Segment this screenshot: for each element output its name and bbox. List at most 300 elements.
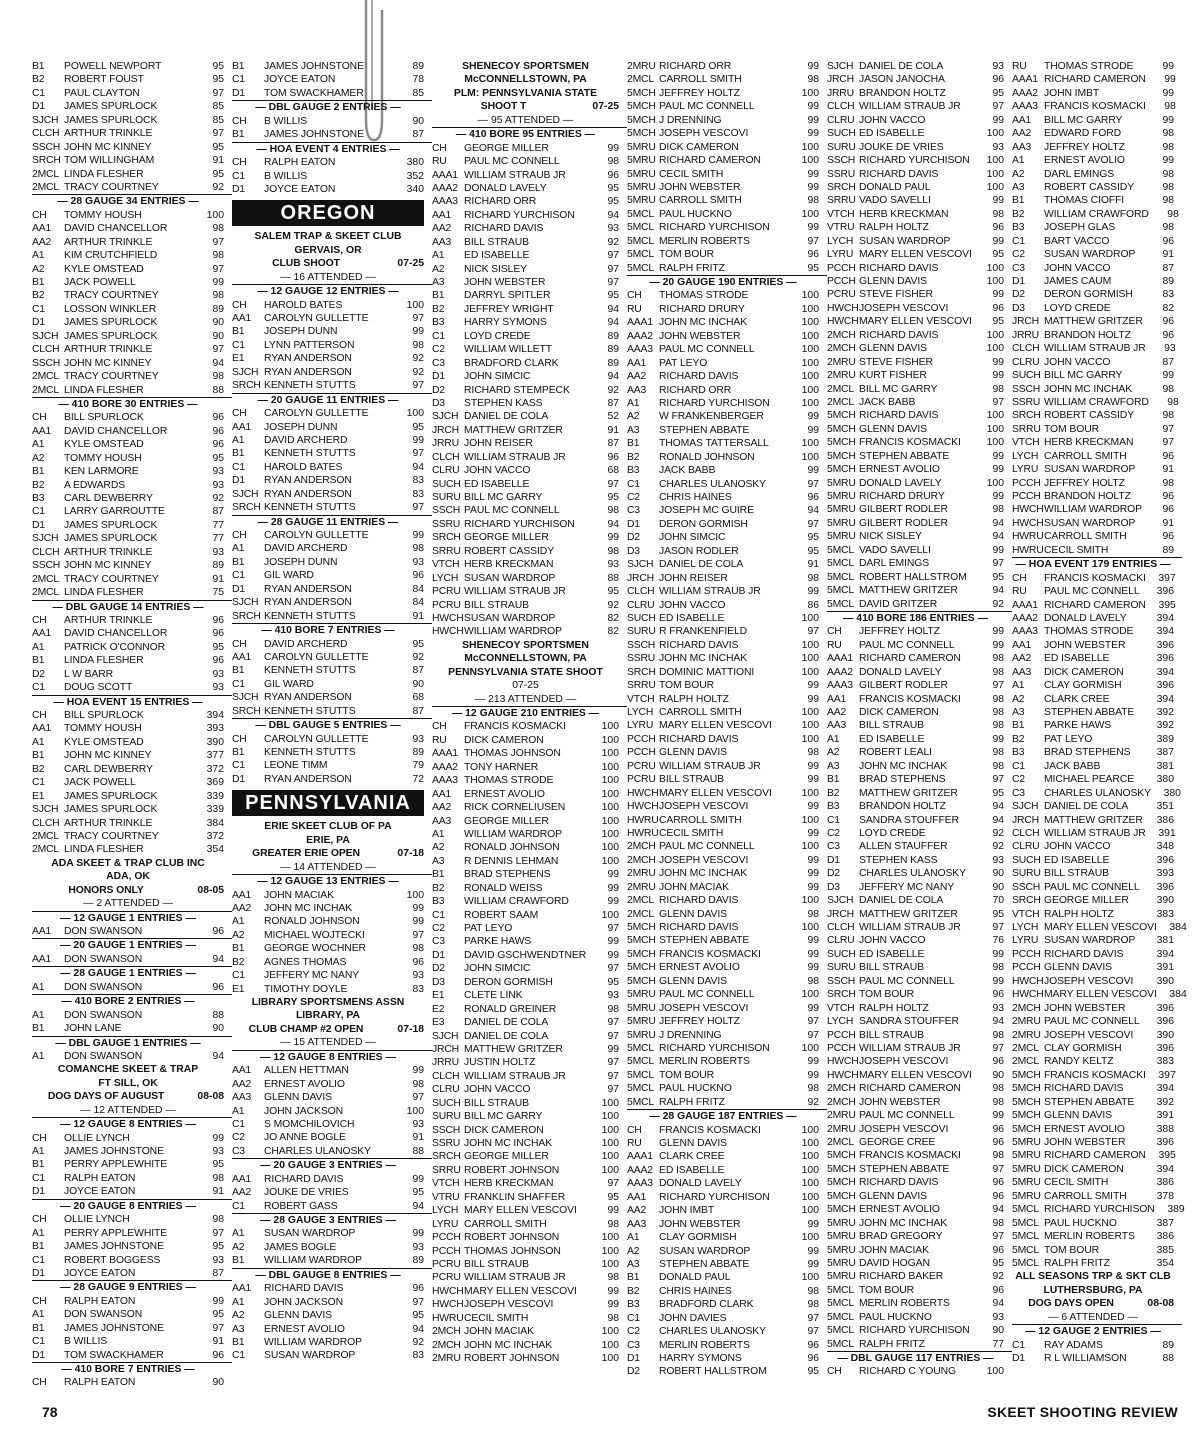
- result-row: [32, 925, 232, 938]
- shooter-name: JOHN WEBSTER: [659, 181, 741, 193]
- class-code: CH: [432, 721, 447, 733]
- shooter-name: FRANCIS KOSMACKI: [464, 721, 566, 733]
- event-heading: — 12 GAUGE 8 ENTRIES —: [232, 1050, 432, 1064]
- score: 95: [807, 262, 819, 274]
- shooter-name: BILL STRAUB: [464, 1097, 529, 1109]
- shooter-name: KENNETH STUTTS: [264, 705, 356, 717]
- result-row: [827, 517, 1012, 530]
- score: 91: [212, 1186, 224, 1198]
- event-heading: — DBL GAUGE 8 ENTRIES —: [232, 1268, 432, 1282]
- score: 98: [807, 195, 819, 207]
- class-code: 5MCL: [827, 1298, 854, 1310]
- shooter-name: JOHN MC INCHAK: [859, 1217, 948, 1229]
- shooter-name: CHARLES ULANOSKY: [264, 1145, 371, 1157]
- class-code: HWCH: [432, 1285, 464, 1297]
- class-code: B2: [32, 479, 45, 491]
- score: 97: [607, 1057, 619, 1069]
- score: 100: [601, 855, 619, 867]
- shooter-name: CARROLL SMITH: [659, 707, 742, 718]
- class-code: C1: [232, 1118, 245, 1130]
- class-code: SRRU: [432, 1164, 461, 1176]
- result-row: [32, 357, 232, 370]
- shooter-name: RICHARD DAVIS: [859, 1177, 939, 1189]
- shooter-name: SUSAN WARDROP: [264, 1228, 356, 1240]
- attendance-line: — 2 ATTENDED —: [83, 898, 173, 910]
- score: 98: [607, 1003, 619, 1015]
- class-code: 5MRU: [627, 181, 656, 193]
- score: 90: [212, 317, 224, 329]
- score: 100: [801, 787, 819, 799]
- result-row: [232, 651, 432, 664]
- result-row: [32, 681, 232, 694]
- class-code: 5MRU: [827, 517, 856, 529]
- score: 89: [1162, 1339, 1174, 1351]
- class-code: SRCH: [827, 989, 856, 1001]
- score: 93: [992, 1311, 1004, 1323]
- shoot-title: DOG DAYS OPEN: [1028, 1298, 1114, 1310]
- shooter-name: WILLIAM WARDROP: [264, 1255, 362, 1267]
- class-code: 2MCH: [827, 329, 856, 341]
- class-code: LYCH: [1012, 922, 1039, 933]
- shooter-name: STEPHEN KASS: [464, 397, 543, 409]
- score: 96: [992, 74, 1004, 86]
- class-code: 2MRU: [627, 881, 656, 893]
- score: 387: [1156, 1217, 1174, 1229]
- shooter-name: JOYCE EATON: [264, 183, 336, 195]
- score: 98: [807, 747, 819, 759]
- shooter-name: JOSEPH VESCOVI: [859, 302, 949, 314]
- score: 91: [412, 1132, 424, 1144]
- class-code: 5MCL: [627, 208, 654, 220]
- score: 91: [607, 424, 619, 436]
- shooter-name: PAUL MC CONNELL: [859, 1110, 955, 1122]
- score: 95: [212, 641, 224, 653]
- class-code: LYCH: [1012, 450, 1039, 462]
- shooter-name: RYAN ANDERSON: [264, 366, 352, 378]
- result-row: [1012, 814, 1182, 827]
- class-code: 5MCL: [827, 558, 854, 570]
- result-row: [432, 343, 627, 356]
- score: 89: [412, 1255, 424, 1267]
- shooter-name: DANIEL DE COLA: [1044, 801, 1129, 813]
- event-heading: — 28 GAUGE 34 ENTRIES —: [32, 194, 232, 208]
- shooter-name: JOHN JACKSON: [264, 1105, 344, 1117]
- class-code: 5MRU: [827, 531, 856, 543]
- class-code: CLRU: [1012, 356, 1040, 368]
- shooter-name: LOYD CREDE: [1044, 302, 1111, 314]
- shooter-name: THOMAS JOHNSON: [464, 1245, 561, 1257]
- result-row: [232, 915, 432, 928]
- result-row: [1012, 719, 1182, 732]
- result-row: [232, 73, 432, 86]
- shooter-name: DARL EMINGS: [859, 558, 930, 570]
- result-row: [32, 830, 232, 843]
- shooter-name: RYAN ANDERSON: [264, 488, 352, 500]
- score: 96: [212, 412, 224, 424]
- score: 383: [1156, 1056, 1174, 1068]
- shooter-name: FRANCIS KOSMACKI: [659, 948, 761, 960]
- class-code: 5MCH: [1012, 1069, 1041, 1081]
- shooter-name: ARTHUR TRINKLE: [64, 236, 153, 248]
- result-row: [827, 114, 1012, 127]
- class-code: C2: [627, 492, 640, 503]
- result-row: [1012, 585, 1182, 598]
- result-row: [432, 142, 627, 155]
- class-code: A2: [432, 842, 445, 854]
- result-row: [1012, 127, 1182, 140]
- shooter-name: ROBERT LEALI: [859, 747, 932, 759]
- score: 97: [807, 235, 819, 247]
- shooter-name: ROBERT BOGGESS: [64, 1254, 161, 1266]
- class-code: B1: [32, 466, 45, 478]
- shooter-name: JOHN REISER: [659, 572, 728, 584]
- result-row: [827, 1015, 1012, 1028]
- result-row: [1012, 396, 1182, 409]
- score: 94: [607, 371, 619, 383]
- result-row: [627, 464, 827, 477]
- shooter-name: TRACY COURTNEY: [64, 830, 159, 842]
- result-row: [627, 1191, 827, 1204]
- shooter-name: POWELL NEWPORT: [64, 61, 162, 72]
- shooter-name: JOSEPH GLAS: [1044, 222, 1116, 234]
- result-row: [1012, 356, 1182, 369]
- score: 96: [992, 1123, 1004, 1135]
- class-code: B1: [232, 61, 245, 72]
- score: 91: [1162, 249, 1174, 261]
- result-row: [432, 1218, 627, 1231]
- class-code: 5MRU: [827, 1244, 856, 1256]
- result-row: [827, 1069, 1012, 1082]
- class-code: C2: [827, 827, 840, 839]
- shooter-name: RALPH FRITZ: [1044, 1257, 1110, 1269]
- score: 97: [412, 380, 424, 392]
- score: 99: [412, 326, 424, 338]
- club-heading: GERVAIS, OR: [294, 244, 362, 256]
- score: 95: [992, 787, 1004, 799]
- result-row: [32, 776, 232, 789]
- class-code: AA1: [232, 421, 252, 433]
- shooter-name: JACK BABB: [859, 396, 916, 408]
- class-code: B3: [1012, 747, 1025, 759]
- class-code: A1: [232, 1105, 245, 1117]
- shooter-name: JASON JANOCHA: [859, 74, 945, 86]
- result-row: [627, 1096, 827, 1109]
- score: 96: [212, 1349, 224, 1361]
- class-code: AA1: [432, 788, 452, 800]
- class-code: CH: [432, 142, 447, 154]
- class-code: B3: [1012, 222, 1025, 234]
- shoot-title-row: [432, 100, 627, 113]
- shooter-name: GLENN DAVIS: [859, 1190, 927, 1202]
- score: 339: [206, 790, 224, 802]
- class-code: 2MCL: [627, 908, 654, 920]
- result-row: [627, 1271, 827, 1284]
- score: 98: [212, 223, 224, 235]
- result-row: [827, 1002, 1012, 1015]
- shooter-name: BART VACCO: [1044, 235, 1110, 247]
- shooter-name: JOHN MC INCHAK: [464, 1339, 553, 1351]
- score: 100: [601, 748, 619, 760]
- class-code: PCRU: [627, 760, 656, 772]
- result-row: [627, 73, 827, 86]
- shooter-name: STEPHEN ABBATE: [659, 1258, 750, 1270]
- class-code: 5MCL: [627, 249, 654, 261]
- event-heading: — 410 BORE 2 ENTRIES —: [32, 994, 232, 1008]
- score: 391: [1156, 962, 1174, 974]
- result-row: [627, 894, 827, 907]
- score: 99: [1162, 370, 1174, 382]
- score: 397: [1158, 1069, 1176, 1081]
- shooter-name: JAMES SPURLOCK: [64, 804, 158, 816]
- shooter-name: MATTHEW GRITZER: [859, 787, 958, 799]
- shooter-name: CAROLYN GULLETTE: [264, 651, 369, 663]
- class-code: A1: [32, 736, 45, 748]
- score: 98: [807, 908, 819, 920]
- shooter-name: RICHARD YURCHISON: [464, 209, 575, 221]
- result-row: [627, 1339, 827, 1352]
- result-row: [432, 868, 627, 881]
- class-code: PCCH: [1012, 962, 1041, 974]
- class-code: CH: [232, 733, 247, 745]
- shooter-name: LOYD CREDE: [859, 827, 926, 839]
- class-code: 5MRU: [827, 1231, 856, 1243]
- result-row: [432, 1083, 627, 1096]
- shooter-name: LINDA FLESHER: [64, 168, 144, 180]
- result-row: [627, 141, 827, 154]
- shooter-name: FRANCIS KOSMACKI: [1044, 572, 1146, 584]
- shooter-name: CHRIS HAINES: [659, 1285, 732, 1297]
- result-row: [627, 881, 827, 894]
- shooter-name: PAUL HUCKNO: [659, 208, 732, 220]
- result-row: [232, 678, 432, 691]
- shooter-name: MICHAEL WOJTECKI: [264, 929, 365, 941]
- shooter-name: RYAN ANDERSON: [264, 583, 352, 595]
- result-row: [432, 1231, 627, 1244]
- score: 90: [212, 330, 224, 342]
- class-code: 5MRU: [627, 195, 656, 207]
- shooter-name: RICHARD DAVIS: [264, 1283, 344, 1295]
- result-row: [1012, 706, 1182, 719]
- score: 82: [1162, 302, 1174, 314]
- shooter-name: KURT FISHER: [859, 370, 927, 382]
- result-row: [432, 397, 627, 410]
- score: 100: [801, 371, 819, 383]
- result-row: [432, 1352, 627, 1365]
- result-row: [432, 720, 627, 733]
- shooter-name: SUSAN WARDROP: [1044, 517, 1136, 529]
- score: 99: [412, 902, 424, 914]
- shooter-name: GEORGE CREE: [859, 1137, 936, 1148]
- class-code: A1: [232, 916, 245, 928]
- result-row: [432, 761, 627, 774]
- score: 97: [607, 963, 619, 975]
- shoot-title: CLUB SHOOT: [272, 258, 340, 270]
- class-code: 5MCH: [627, 922, 656, 933]
- result-row: [827, 908, 1012, 921]
- result-row: [827, 194, 1012, 207]
- score: 97: [607, 1017, 619, 1029]
- result-row: [1012, 894, 1182, 907]
- class-code: 5MRU: [627, 989, 656, 1001]
- class-code: HWCH: [827, 316, 859, 328]
- shooter-name: RICHARD DAVIS: [659, 639, 739, 651]
- result-row: [827, 800, 1012, 813]
- shooter-name: PAUL HUCKNO: [1044, 1217, 1117, 1229]
- shooter-name: RICHARD YURCHISON: [659, 222, 770, 234]
- shooter-name: CAROLYN GULLETTE: [264, 408, 369, 420]
- club-heading: ADA SKEET & TRAP CLUB INC: [51, 857, 205, 869]
- class-code: B1: [32, 61, 45, 72]
- result-row: [827, 168, 1012, 181]
- shooter-name: BILL MC GARRY: [859, 383, 938, 395]
- shooter-name: AGNES THOMAS: [264, 956, 347, 968]
- shooter-name: RICHARD CAMERON: [859, 653, 961, 665]
- event-heading: — 410 BORE 7 ENTRIES —: [32, 1362, 232, 1376]
- result-row: [432, 1204, 627, 1217]
- score: 83: [412, 475, 424, 487]
- column-1: [32, 60, 232, 1390]
- class-code: 2MRU: [1012, 1029, 1041, 1041]
- class-code: 2MRU: [1012, 1016, 1041, 1028]
- score: 97: [212, 236, 224, 248]
- shooter-name: JEFFREY HOLTZ: [859, 626, 940, 638]
- class-code: CLCH: [32, 128, 60, 140]
- class-code: SURU: [827, 962, 856, 974]
- shooter-name: WILLIAM WARDROP: [464, 828, 562, 840]
- class-code: 5MRU: [827, 1271, 856, 1283]
- class-code: CH: [32, 1295, 47, 1307]
- class-code: AA2: [627, 1205, 647, 1217]
- score: 100: [406, 889, 424, 901]
- score: 97: [807, 518, 819, 530]
- score: 89: [212, 303, 224, 315]
- event-heading: — DBL GAUGE 2 ENTRIES —: [232, 100, 432, 114]
- shooter-name: DANIEL DE COLA: [464, 411, 549, 423]
- result-row: [1012, 827, 1182, 840]
- class-code: VTRU: [827, 222, 855, 234]
- class-code: B1: [432, 869, 445, 881]
- class-code: AAA1: [1012, 599, 1038, 611]
- result-row: [827, 894, 1012, 907]
- shooter-name: JOSEPH VESCOVI: [1044, 1029, 1134, 1041]
- score: 92: [807, 1096, 819, 1108]
- result-row: [1012, 760, 1182, 773]
- result-row: [627, 1082, 827, 1095]
- score: 99: [992, 948, 1004, 960]
- score: 394: [1156, 693, 1174, 705]
- shooter-name: GLENN DAVIS: [659, 975, 727, 987]
- class-code: HWCH: [627, 787, 659, 799]
- shooter-name: STEPHEN ABBATE: [659, 935, 750, 947]
- result-row: [627, 1365, 827, 1378]
- result-row: [32, 1322, 232, 1335]
- score: 384: [1169, 922, 1187, 933]
- shooter-name: JOSEPH DUNN: [264, 326, 338, 338]
- shooter-name: ERNEST AVOLIO: [1044, 155, 1125, 167]
- result-row: [32, 330, 232, 343]
- shooter-name: BILL STRAUB: [464, 236, 529, 248]
- class-code: RU: [1012, 586, 1027, 598]
- shooter-name: TOM WILLINGHAM: [64, 155, 155, 167]
- score: 97: [992, 1231, 1004, 1243]
- score: 99: [807, 424, 819, 436]
- score: 384: [1169, 989, 1187, 1001]
- class-code: A3: [432, 855, 445, 867]
- result-row: [627, 491, 827, 504]
- shooter-name: BRANDON HOLTZ: [859, 87, 946, 99]
- score: 96: [992, 1284, 1004, 1296]
- class-code: CH: [32, 1377, 47, 1389]
- class-code: HWRU: [1012, 544, 1044, 556]
- shooter-name: OLLIE LYNCH: [64, 1214, 130, 1226]
- score: 96: [992, 1137, 1004, 1148]
- result-row: [1012, 248, 1182, 261]
- score: 100: [601, 909, 619, 921]
- class-code: SRRU: [627, 680, 656, 692]
- result-row: [1012, 612, 1182, 625]
- class-code: 5MCH: [627, 935, 656, 947]
- result-row: [627, 357, 827, 370]
- score: 99: [607, 142, 619, 154]
- score: 83: [412, 983, 424, 995]
- score: 95: [412, 1310, 424, 1322]
- class-code: D3: [827, 881, 840, 893]
- shooter-name: TOM BOUR: [659, 249, 715, 261]
- class-code: HWRU: [627, 827, 659, 839]
- result-row: [32, 654, 232, 667]
- result-row: [432, 1164, 627, 1177]
- club-heading: SHENECOY SPORTSMEN: [462, 61, 589, 72]
- shooter-name: JOHN IMBT: [659, 1205, 715, 1217]
- result-row: [1012, 1015, 1182, 1028]
- shooter-name: ED ISABELLE: [859, 733, 925, 745]
- class-code: 5MCH: [827, 464, 856, 476]
- shooter-name: TOMMY HOUSH: [64, 209, 142, 221]
- result-row: [232, 733, 432, 746]
- shooter-name: KIM CRUTCHFIELD: [64, 250, 158, 262]
- class-code: C1: [232, 970, 245, 982]
- result-row: [232, 461, 432, 474]
- shooter-name: JOSEPH VESCOVI: [659, 128, 749, 140]
- class-code: 5MCL: [827, 598, 854, 610]
- class-code: 5MCL: [827, 544, 854, 556]
- result-row: [32, 209, 232, 222]
- class-code: SRCH: [32, 155, 61, 167]
- class-code: JRCH: [827, 74, 854, 86]
- result-row: [432, 1124, 627, 1137]
- result-row: [232, 583, 432, 596]
- score: 99: [807, 1069, 819, 1081]
- result-row: [827, 1029, 1012, 1042]
- score: 99: [212, 1295, 224, 1307]
- result-row: [1012, 315, 1182, 328]
- score: 396: [1156, 1137, 1174, 1148]
- result-row: [232, 1200, 432, 1213]
- class-code: JRCH: [432, 424, 459, 436]
- shooter-name: SANDRA STOUFFER: [859, 814, 959, 826]
- class-code: PCCH: [1012, 477, 1041, 489]
- class-code: SSCH: [432, 505, 461, 517]
- class-code: 5MCH: [827, 1163, 856, 1175]
- score: 92: [212, 493, 224, 504]
- result-row: [827, 450, 1012, 463]
- score: 98: [992, 1217, 1004, 1229]
- class-code: D1: [32, 101, 45, 113]
- class-code: A3: [432, 277, 445, 288]
- result-row: [627, 235, 827, 248]
- result-row: [627, 1298, 827, 1311]
- shooter-name: JOHN MACIAK: [859, 1244, 929, 1256]
